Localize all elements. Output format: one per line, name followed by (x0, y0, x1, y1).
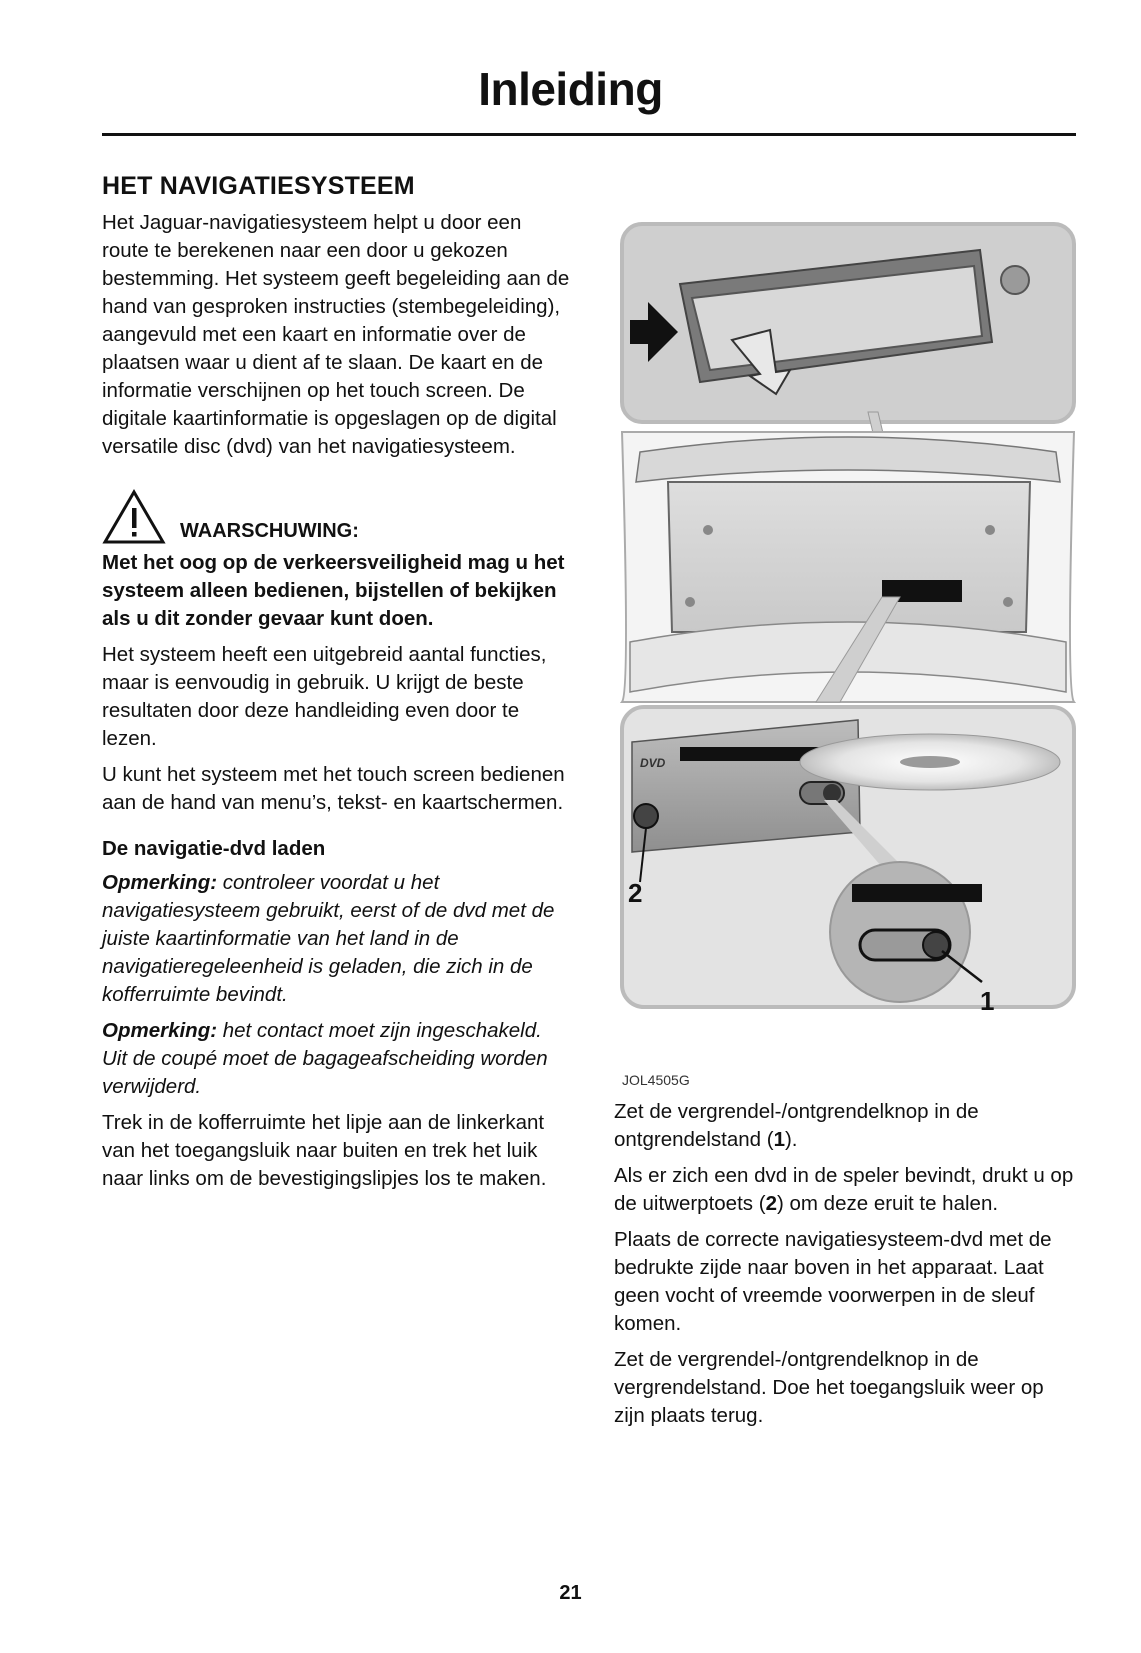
callout-2: 2 (628, 878, 643, 908)
step-insert (614, 1226, 1079, 1338)
warning-text: Met het oog op de verkeersveiligheid mag u het systeem alleen bedienen, bijstellen of bekijken als u dit zonder gevaar kunt doen. (102, 551, 565, 630)
page-title: Inleiding (478, 63, 663, 115)
note-1 (102, 869, 572, 1009)
dvd-logo: DVD (640, 756, 666, 770)
warning-header (102, 489, 572, 545)
dvd-loading-illustration (620, 222, 1076, 1052)
step-2-text: Als er zich een dvd in de speler bevindt, drukt u op de uitwerptoets ( (614, 1164, 1074, 1215)
figure-caption: JOL4505G (622, 1072, 690, 1088)
warning-triangle-icon (102, 489, 166, 545)
intro-paragraph: Het Jaguar-navigatiesysteem helpt u door een route te berekenen naar een door u gekozen bestemming. Het systeem geeft begeleiding aan de hand van gesproken instructies (stembegeleiding), aangevuld met een kaart en informatie over de plaatsen waar u dient af te slaan. De kaart en de informatie verschijnen op het touch screen. De digitale kaartinformatie is opgeslagen op de digital versatile disc (dvd) van het navigatiesysteem. (102, 211, 570, 458)
eject-button (634, 804, 658, 828)
step-lock (614, 1346, 1079, 1430)
step-4-text: Zet de vergrendel-/ontgrendelknop in de vergrendelstand. Doe het toegangsluik weer op zijn plaats terug. (614, 1348, 1044, 1427)
dvd-player-panel (622, 707, 1074, 1016)
callout-1: 1 (980, 986, 995, 1016)
page-number: 21 (559, 1582, 582, 1604)
step-unlock (614, 1098, 1079, 1154)
right-column (614, 1098, 1079, 1438)
warning-label: WAARSCHUWING: (180, 520, 359, 542)
left-column (102, 172, 572, 1201)
step-2-end: ) om deze eruit te halen. (776, 1192, 999, 1215)
step-1-text: Zet de vergrendel-/ontgrendelknop in de ontgrendelstand ( (614, 1100, 979, 1151)
access-flap-panel (622, 224, 1074, 422)
subsection-heading: De navigatie-dvd laden (102, 837, 326, 860)
step-2-ref: 2 (765, 1192, 777, 1215)
paragraph-functions: Het systeem heeft een uitgebreid aantal functies, maar is eenvoudig in gebruik. U krijgt de beste resultaten door deze handleiding even door te lezen. (102, 643, 547, 750)
step-1-ref: 1 (773, 1128, 785, 1151)
title-rule (102, 133, 1076, 136)
step-eject (614, 1162, 1079, 1218)
note-1-label: Opmerking: (102, 871, 218, 894)
paragraph-touch-screen: U kunt het systeem met het touch screen bedienen aan de hand van menu’s, tekst- en kaartschermen. (102, 763, 565, 814)
note-2-text: het contact moet zijn ingeschakeld. Uit de coupé moet de bagageafscheiding worden verwijderd. (102, 1019, 548, 1098)
section-heading: HET NAVIGATIESYSTEEM (102, 172, 415, 200)
note-1-text: controleer voordat u het navigatiesysteem gebruikt, eerst of de dvd met de juiste kaartinformatie van het land in de navigatieregeleenheid is geladen, die zich in de kofferruimte bevindt. (102, 871, 555, 1006)
note-2-label: Opmerking: (102, 1019, 218, 1042)
step-1-end: ). (784, 1128, 798, 1151)
instruction-paragraph: Trek in de kofferruimte het lipje aan de linkerkant van het toegangsluik naar buiten en trek het luik naar links om de bevestigingslipjes los te maken. (102, 1111, 547, 1190)
step-3-text: Plaats de correcte navigatiesysteem-dvd met de bedrukte zijde naar boven in het apparaat. Laat geen vocht of vreemde voorwerpen in de sleuf komen. (614, 1228, 1052, 1335)
note-2 (102, 1017, 572, 1101)
